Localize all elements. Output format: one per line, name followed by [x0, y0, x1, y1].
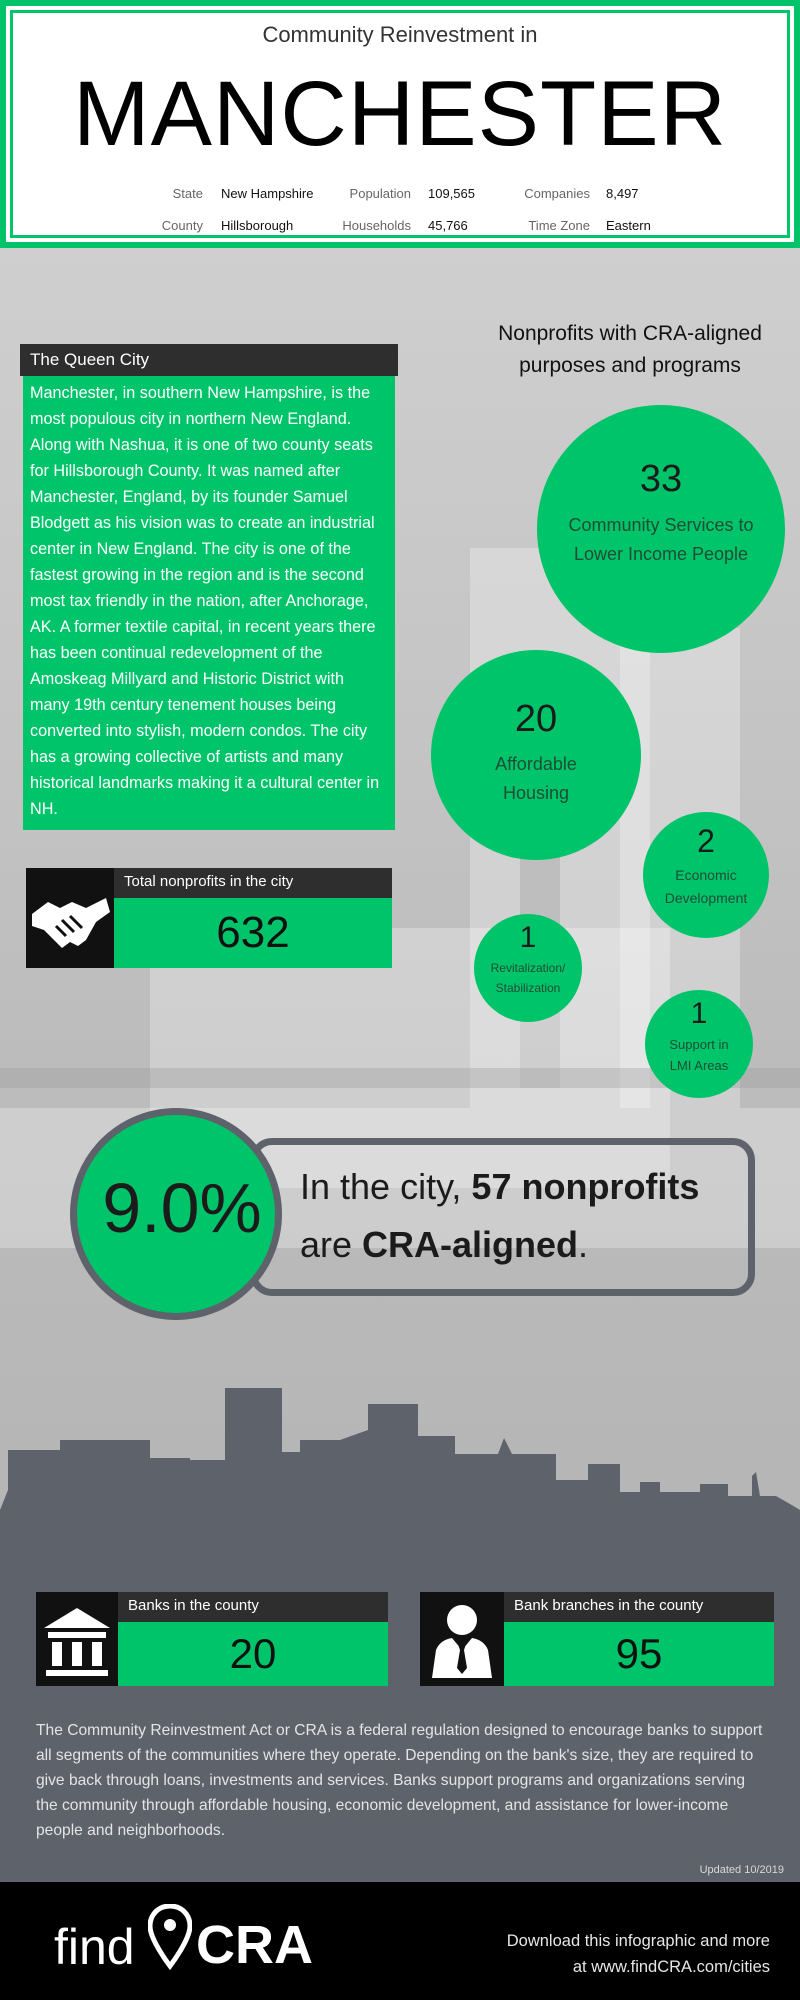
total-nonprofits-label: Total nonprofits in the city	[114, 868, 392, 898]
county-label: County	[161, 218, 203, 233]
branches-value: 95	[504, 1622, 774, 1686]
cra-aligned-percent: 9.0%	[102, 1169, 262, 1247]
logo-find-text: find	[54, 1919, 135, 1975]
bubble-label: Support in LMI Areas	[669, 1037, 729, 1073]
bubble-value: 33	[639, 458, 683, 500]
bubble-value: 1	[519, 921, 537, 954]
county-value: Hillsborough	[221, 218, 294, 233]
callout-nonprofit-count: 57 nonprofits	[471, 1166, 700, 1207]
location-pin-icon	[148, 1904, 192, 1976]
bubble-value: 1	[690, 997, 708, 1030]
footer-line-1: Download this infographic and more	[506, 1932, 770, 1950]
bubble-label: Economic Development	[664, 867, 748, 906]
bubble-value: 20	[514, 698, 558, 740]
callout-period: .	[578, 1224, 589, 1265]
population-label: Population	[349, 186, 411, 201]
cra-aligned-statement	[300, 1158, 740, 1274]
branches-label: Bank branches in the county	[504, 1592, 774, 1622]
companies-value: 8,497	[606, 186, 639, 201]
handshake-icon	[26, 868, 114, 968]
companies-label: Companies	[524, 186, 590, 201]
households-value: 45,766	[428, 218, 468, 233]
banks-label: Banks in the county	[118, 1592, 388, 1622]
state-label: State	[172, 186, 203, 201]
timezone-value: Eastern	[606, 218, 651, 233]
households-label: Households	[342, 218, 411, 233]
logo-cra-text: CRA	[196, 1915, 313, 1975]
page-subtitle: Community Reinvestment in	[262, 22, 538, 47]
updated-date: Updated 10/2019	[699, 1864, 784, 1876]
bubble-label: Revitalization/ Stabilization	[490, 961, 566, 995]
bubble-lmi-support	[645, 990, 753, 1098]
queen-city-description: Manchester, in southern New Hampshire, is the most populous city in northern New England. Along with Nashua, it is one of two county seats for Hillsborough County. It was named after Manchester, England, by its founder Samuel Blodgett as his vision was to create an industrial center in New England. The city is one of the fastest growing in the region and is the second most tax friendly in the nation, after Anchorage, AK. A former textile capital, in recent years there has been continual redevelopment of the Amoskeag Millyard and Historic District with many 19th century tenement houses being converted into stylish, modern condos. The city has a growing collective of artists and many historical landmarks making it a cultural center in NH.	[23, 376, 395, 830]
bubble-affordable-housing	[431, 650, 641, 860]
queen-city-title: The Queen City	[20, 344, 398, 376]
page-title: MANCHESTER	[72, 63, 728, 165]
footer-download-text	[470, 1928, 770, 1980]
header-panel	[0, 0, 800, 248]
callout-text-part: are	[300, 1224, 353, 1265]
banks-value: 20	[118, 1622, 388, 1686]
banker-icon	[420, 1592, 504, 1686]
bank-icon	[36, 1592, 118, 1686]
bubble-community-services	[537, 405, 785, 653]
population-value: 109,565	[428, 186, 475, 201]
footer-url-line[interactable]: at www.findCRA.com/cities	[572, 1958, 770, 1976]
bubble-revitalization	[474, 914, 582, 1022]
bubble-label: Community Services to Lower Income People	[568, 515, 754, 564]
callout-text-part: In the city,	[300, 1166, 462, 1207]
callout-cra-aligned: CRA-aligned	[362, 1224, 579, 1265]
nonprofits-section-title: Nonprofits with CRA-aligned purposes and programs	[498, 322, 762, 377]
total-nonprofits-value: 632	[114, 898, 392, 968]
timezone-label: Time Zone	[528, 218, 590, 233]
cra-description: The Community Reinvestment Act or CRA is a federal regulation designed to encourage banks to support all segments of the communities where they operate. Depending on the bank's size, they are required to give back through loans, investments and services. Banks support programs and organizations serving the community through affordable housing, economic development, and assistance for lower-income people and neighborhoods.	[36, 1722, 763, 1839]
state-value: New Hampshire	[221, 186, 314, 201]
bubble-label: Affordable Housing	[495, 754, 577, 803]
bubble-economic-development	[643, 812, 769, 938]
bubble-value: 2	[697, 823, 715, 859]
